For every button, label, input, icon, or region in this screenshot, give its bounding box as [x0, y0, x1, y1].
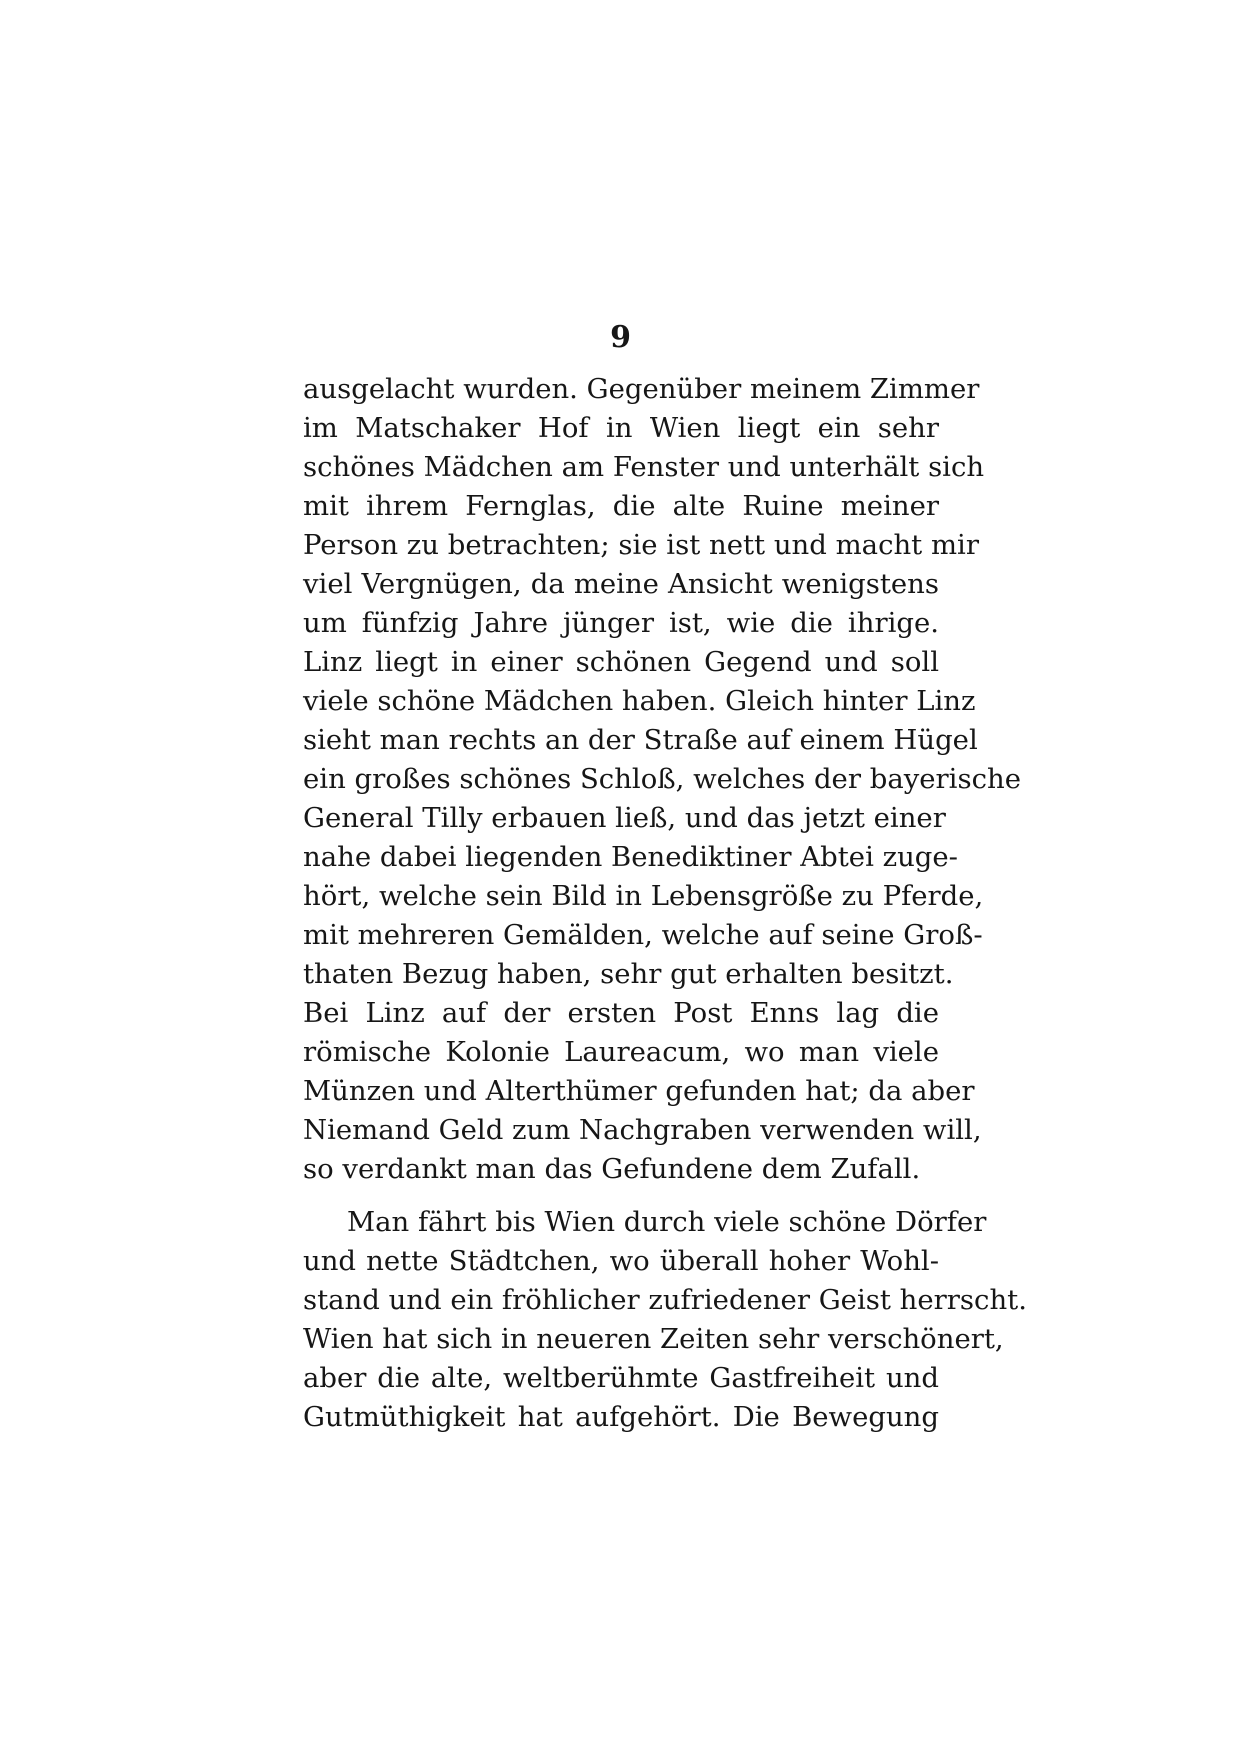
text-line: Münzen und Alterthümer gefunden hat; da aber	[303, 1075, 975, 1107]
text-line: Wien hat sich in neueren Zeiten sehr verschönert,	[303, 1323, 1004, 1355]
text-line: Man fährt bis Wien durch viele schöne Dörfer	[347, 1206, 987, 1238]
paragraph-2	[303, 1203, 1027, 1437]
text-line: um fünfzig Jahre jünger ist, wie die ihrige.	[303, 607, 939, 639]
text-line: ausgelacht wurden. Gegenüber meinem Zimmer	[303, 373, 980, 405]
text-line: thaten Bezug haben, sehr gut erhalten besitzt.	[303, 958, 954, 990]
text-line: mit ihrem Fernglas, die alte Ruine meiner	[303, 490, 939, 522]
text-line: und nette Städtchen, wo überall hoher Wohl-	[303, 1245, 939, 1277]
text-line: Linz liegt in einer schönen Gegend und soll	[303, 646, 939, 678]
text-line: Gutmüthigkeit hat aufgehört. Die Bewegung	[303, 1401, 939, 1433]
page-number: 9	[610, 320, 631, 355]
text-line: viele schöne Mädchen haben. Gleich hinter Linz	[303, 685, 976, 717]
text-line: stand und ein fröhlicher zufriedener Geist herrscht.	[303, 1284, 1027, 1316]
paragraph-spacer	[303, 1189, 939, 1203]
text-line: Person zu betrachten; sie ist nett und macht mir	[303, 529, 979, 561]
text-line: General Tilly erbauen ließ, und das jetzt einer	[303, 802, 946, 834]
text-line: im Matschaker Hof in Wien liegt ein sehr	[303, 412, 939, 444]
text-line: so verdankt man das Gefundene dem Zufall.	[303, 1153, 921, 1185]
text-line: viel Vergnügen, da meine Ansicht wenigstens	[303, 568, 939, 600]
paragraph-1	[303, 370, 1021, 1189]
text-line: Niemand Geld zum Nachgraben verwenden will,	[303, 1114, 982, 1146]
text-line: Bei Linz auf der ersten Post Enns lag die	[303, 997, 939, 1029]
text-line: ein großes schönes Schloß, welches der bayerische	[303, 763, 1021, 795]
text-line: mit mehreren Gemälden, welche auf seine Groß-	[303, 919, 983, 951]
text-line: hört, welche sein Bild in Lebensgröße zu Pferde,	[303, 880, 984, 912]
text-line: römische Kolonie Laureacum, wo man viele	[303, 1036, 939, 1068]
body-text	[303, 370, 1027, 1437]
text-line: schönes Mädchen am Fenster und unterhält sich	[303, 451, 985, 483]
text-line: aber die alte, weltberühmte Gastfreiheit und	[303, 1362, 939, 1394]
text-line: sieht man rechts an der Straße auf einem Hügel	[303, 724, 978, 756]
text-line: nahe dabei liegenden Benediktiner Abtei zuge-	[303, 841, 958, 873]
